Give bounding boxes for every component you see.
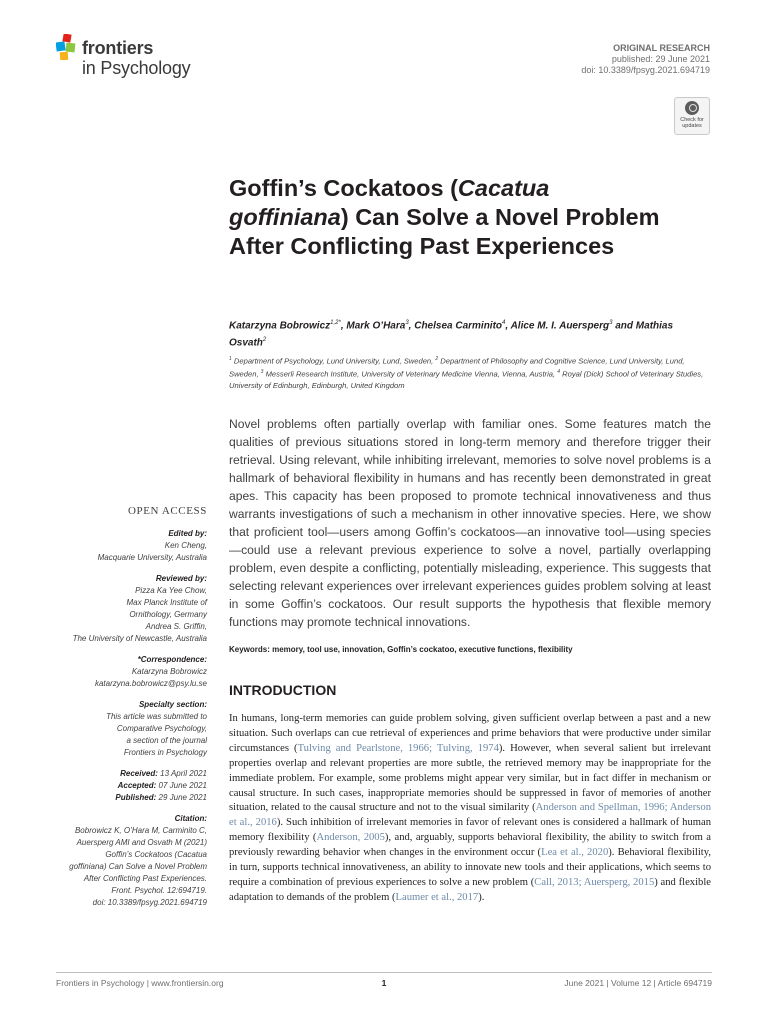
sidebar-line: Front. Psychol. 12:694719. [111, 886, 207, 895]
journal-name: in Psychology [82, 58, 191, 78]
affiliations [229, 354, 709, 392]
introduction-body [229, 712, 711, 906]
sidebar-line: a section of the journal [126, 736, 207, 745]
body-text-segment: ). However, when several salient but irrelevant properties overlap and relevant properties are more subtle, the retrieved memory may be inappropriate for the immediate problem. For example, some problems might appear very similar, but in fact differ in mechanism or causal structure. In such cases, inappropriate memories should be suppressed in favor of memories of another situation, related to the causal structure and not to the visual similarity ( [229, 742, 711, 814]
sidebar-line: Auersperg AMI and Osvath M (2021) [76, 838, 207, 847]
sidebar-date-value: 13 April 2021 [157, 769, 207, 778]
body-text-segment: ), and, arguably, supports behavioral flexibility, the ability to switch from a previously rewarding behavior when changes in the environment occur ( [229, 832, 711, 859]
author-affiliation-mark: 3 [405, 320, 409, 326]
article-doi[interactable]: doi: 10.3389/fpsyg.2021.694719 [581, 65, 710, 75]
citation-link[interactable]: Anderson, 2005 [316, 832, 385, 844]
author-name[interactable]: Chelsea Carminito [414, 320, 503, 332]
sidebar-date-label: Accepted: [117, 781, 157, 790]
author-name[interactable]: Mathias Osvath [229, 320, 674, 349]
author-affiliation-mark: 3 [609, 320, 613, 326]
affiliation-mark: 4 [557, 369, 560, 376]
citation-link[interactable]: Call, 2013; Auersperg, 2015 [534, 876, 655, 888]
author-affiliation-mark: 1,2* [330, 320, 341, 326]
sidebar-link[interactable]: katarzyna.bobrowicz@psy.lu.se [94, 679, 207, 688]
sidebar-line: Katarzyna Bobrowicz [131, 667, 207, 676]
sidebar-line: Goffin’s Cockatoos (Cacatua [105, 850, 207, 859]
article-type: ORIGINAL RESEARCH [613, 43, 710, 53]
sidebar-line: goffiniana) Can Solve a Novel Problem [69, 862, 207, 871]
sidebar-line: Andrea S. Griffin, [145, 622, 207, 631]
sidebar-label: Edited by: [168, 529, 207, 538]
affiliation-mark: 1 [229, 356, 232, 362]
body-text-segment: ) and flexible adaptation to demands of the problem ( [229, 876, 711, 903]
sidebar-date [32, 768, 207, 780]
affiliation-mark: 3 [260, 369, 264, 376]
author-name[interactable]: Alice M. I. Auersperg [510, 320, 610, 332]
sidebar-block [32, 813, 207, 909]
sidebar-line: The University of Newcastle, Australia [72, 634, 207, 643]
body-text-segment: ). Such inhibition of irrelevant memories in favor of relevant ones is considered a hallmark of human memory flexibility ( [229, 817, 711, 844]
page-number: 1 [381, 978, 387, 988]
sidebar-date-label: Published: [115, 793, 157, 802]
sidebar-line: After Conflicting Past Experiences. [83, 874, 207, 883]
sidebar-line: Max Planck Institute of [126, 598, 207, 607]
affiliation-text: Royal (Dick) School of Veterinary Studies, University of Edinburgh, Edinburgh, United Kingdom [229, 369, 704, 391]
author-name[interactable]: Katarzyna Bobrowicz [229, 320, 331, 332]
citation-link[interactable]: Anderson and Spellman, 1996; Anderson et al., 2016 [229, 802, 712, 829]
sidebar-line: Macquarie University, Australia [97, 553, 207, 562]
footer-issue-info: June 2021 | Volume 12 | Article 694719 [564, 978, 712, 988]
sidebar-date [32, 792, 207, 804]
affiliation-mark: 2 [435, 356, 439, 362]
sidebar-date-value: 29 June 2021 [156, 793, 207, 802]
published-date: published: 29 June 2021 [611, 54, 710, 64]
sidebar-line: Pizza Ka Yee Chow, [135, 586, 207, 595]
author-list: Katarzyna Bobrowicz$^{1,2*}$, Mark O’Hara$^3$, Chelsea Carminito$^4$, Alice M. I. Auersperg$^3$ and Mathias Osvath$^2$ [229, 320, 674, 349]
keywords: Keywords: memory, tool use, innovation, Goffin’s cockatoo, executive functions, flexibility [229, 645, 573, 654]
abstract: Novel problems often partially overlap with familiar ones. Some features match the qualities of previous situations stored in long-term memory and therefore trigger their retrieval. Using relevant, while inhibiting irrelevant, memories to solve novel problems is a hallmark of behavioral flexibility in humans and has recently been demonstrated in great apes. This capacity has been proposed to promote technical innovativeness and thus warrants investigations of such a mechanism in other innovative species. Here, we show that proficient tool—users among Goffin’s cockatoos—an innovative tool—using species—could use a relevant previous experience to solve a novel, partially overlapping problem, even despite a conflicting, potentially misleading, experience. This suggests that selecting relevant experiences over irrelevant experiences guides problem solving at least in some Goffin’s cockatoos. Our result supports the hypothesis that flexible memory functions may promote technical innovations. [229, 417, 711, 629]
author-affiliation-mark: 2 [262, 337, 267, 344]
sidebar-date [32, 780, 207, 792]
citation-link[interactable]: Tulving and Pearlstone, 1966; Tulving, 1974 [297, 742, 499, 754]
journal-brand: frontiers [82, 38, 154, 58]
check-for-updates-badge[interactable] [674, 97, 710, 135]
page-footer [56, 972, 712, 989]
sidebar-label: Reviewed by: [155, 574, 207, 583]
frontiers-logo-icon [56, 34, 78, 60]
author-name[interactable]: Mark O’Hara [346, 320, 406, 332]
crossmark-icon [685, 101, 699, 115]
section-heading-introduction: INTRODUCTION [229, 682, 337, 698]
citation-link[interactable]: Laumer et al., 2017 [395, 891, 479, 903]
body-text-segment: In humans, long-term memories can guide problem solving, given sufficient overlap between a past and a new situation. Such overlaps can cue retrieval of experiences and prime behaviors that were productive under similar circumstances ( [229, 713, 711, 754]
footer-journal-link[interactable]: Frontiers in Psychology | www.frontiersin.org [56, 978, 224, 988]
open-access-label: OPEN ACCESS [127, 505, 207, 517]
author-affiliation-mark: 4 [502, 320, 506, 326]
article-meta [581, 43, 710, 76]
sidebar-block [32, 699, 207, 759]
sidebar-block [32, 573, 207, 645]
sidebar-block [32, 654, 207, 690]
sidebar-label: Specialty section: [138, 700, 207, 709]
sidebar-line: Ken Cheng, [164, 541, 207, 550]
article-title: Goffin’s Cockatoos (Cacatua goffiniana) Can Solve a Novel Problem After Conflicting Past Experiences [229, 175, 660, 259]
article-sidebar [32, 505, 207, 909]
sidebar-block [32, 768, 207, 804]
body-text-segment: ). Behavioral flexibility, in turn, supports technical innovativeness, an ability to innovate new tools and their applications, which seems to require a combination of previous experiences to solve a new problem ( [229, 847, 711, 888]
sidebar-line: Comparative Psychology, [116, 724, 207, 733]
journal-logo[interactable] [56, 32, 206, 82]
body-text-segment: ). [478, 891, 485, 903]
sidebar-date-value: 07 June 2021 [156, 781, 207, 790]
sidebar-line: Frontiers in Psychology [123, 748, 207, 757]
affiliation-text: Department of Philosophy and Cognitive Science, Lund University, Lund, Sweden, [229, 356, 685, 379]
affiliation-text: Messerli Research Institute, University of Veterinary Medicine Vienna, Vienna, Austria, [263, 369, 558, 379]
sidebar-link[interactable]: doi: 10.3389/fpsyg.2021.694719 [92, 898, 207, 907]
sidebar-line: Bobrowicz K, O’Hara M, Carminito C, [74, 826, 207, 835]
sidebar-date-label: Received: [120, 769, 158, 778]
sidebar-label: *Correspondence: [137, 655, 207, 664]
sidebar-block [32, 528, 207, 564]
sidebar-label: Citation: [174, 814, 207, 823]
sidebar-line: This article was submitted to [106, 712, 207, 721]
check-for-updates-label: Check for updates [680, 117, 704, 129]
affiliation-text: Department of Psychology, Lund University, Lund, Sweden, [231, 356, 436, 366]
sidebar-line: Ornithology, Germany [129, 610, 207, 619]
citation-link[interactable]: Lea et al., 2020 [541, 847, 609, 859]
